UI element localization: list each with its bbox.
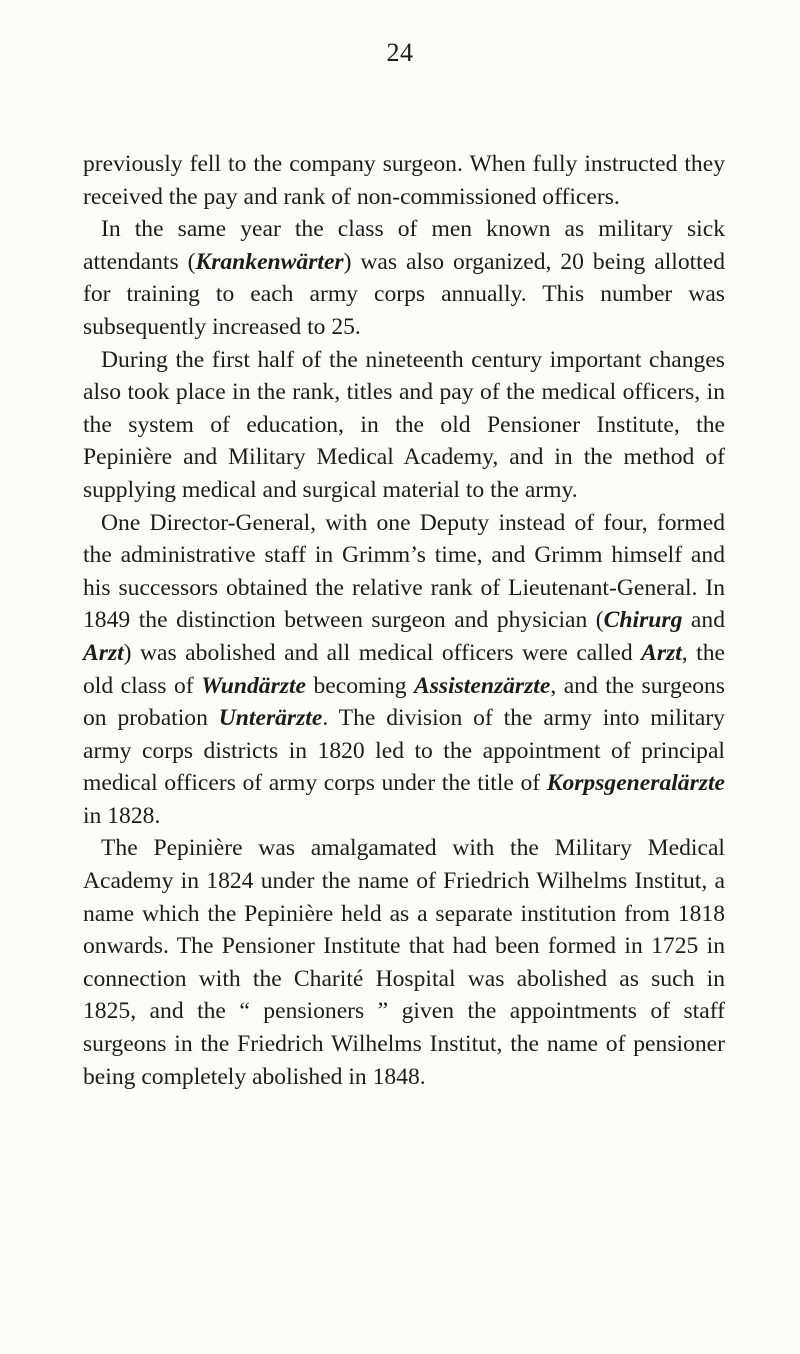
paragraph-text: The Pepinière was amalgamated with the Military Medical Academy in 1824 under the name of Friedrich Wilhelms Institut, a name which the Pepinière held as a separate institution from 1818 onwards. The Pensioner Institute that had been formed in 1725 in connection with the Charité Hospital was abolished as such in 1825, and the “ pensioners ” given the appointments of staff surgeons in the Friedrich Wilhelms Institut, the name of pensioner being completely abolished in 1848. — [83, 835, 731, 1090]
term-chirurg: Chirurg — [603, 607, 683, 634]
term-wundarzte: Wundärzte — [201, 672, 306, 699]
term-krankenwarter: Krankenwärter — [195, 248, 344, 275]
term-assistenzarzte: Assistenzärzte — [413, 672, 551, 699]
paragraph-text: becoming — [305, 672, 414, 699]
paragraph-text: ) was abolished and all medical officers were called — [123, 639, 642, 666]
paragraph-text: and — [682, 607, 731, 634]
paragraph-text: In the same year the class of men known as military sick attendants ( — [83, 216, 731, 275]
paragraph-4 — [83, 507, 731, 833]
paragraph-text: previously fell to the company surgeon. When fully instructed they received the pay and rank of non-commissioned officers. — [83, 151, 731, 210]
paragraph-text: ) was also organized, 20 being allotted for training to each army corps annually. This number was subsequently increased to 25. — [83, 248, 731, 340]
paragraph-text: One Director-General, with one Deputy instead of four, formed the administrative staff in Grimm’s time, and Grimm himself and his successors obtained the relative rank of Lieutenant-General. In 1849 the distinction between surgeon and physician ( — [83, 509, 731, 634]
paragraph-2 — [83, 213, 731, 343]
paragraph-text: , the old class of — [83, 639, 731, 699]
paragraph-5 — [83, 832, 731, 1093]
paragraph-text: in 1828. — [83, 770, 731, 829]
body-text — [83, 148, 731, 1093]
paragraph-3 — [83, 344, 731, 507]
page-number: 24 — [386, 38, 414, 67]
term-unterarzte: Unterärzte — [218, 705, 323, 732]
term-arzt: Arzt — [83, 639, 124, 666]
term-arzt: Arzt — [641, 639, 682, 666]
term-korpsgeneralarzte: Korpsgeneralärzte — [546, 770, 725, 797]
paragraph-1 — [83, 148, 731, 213]
paragraph-text: , and the surgeons on probation — [83, 672, 731, 732]
paragraph-text: During the first half of the nineteenth century important changes also took place in the rank, titles and pay of the medical officers, in the system of education, in the old Pensioner Institute, the Pepinière and Military Medical Academy, and in the method of supplying medical and surgical material to the army. — [83, 346, 731, 503]
paragraph-text: . The division of the army into military army corps districts in 1820 led to the appointment of principal medical officers of army corps under the title of — [83, 705, 731, 797]
